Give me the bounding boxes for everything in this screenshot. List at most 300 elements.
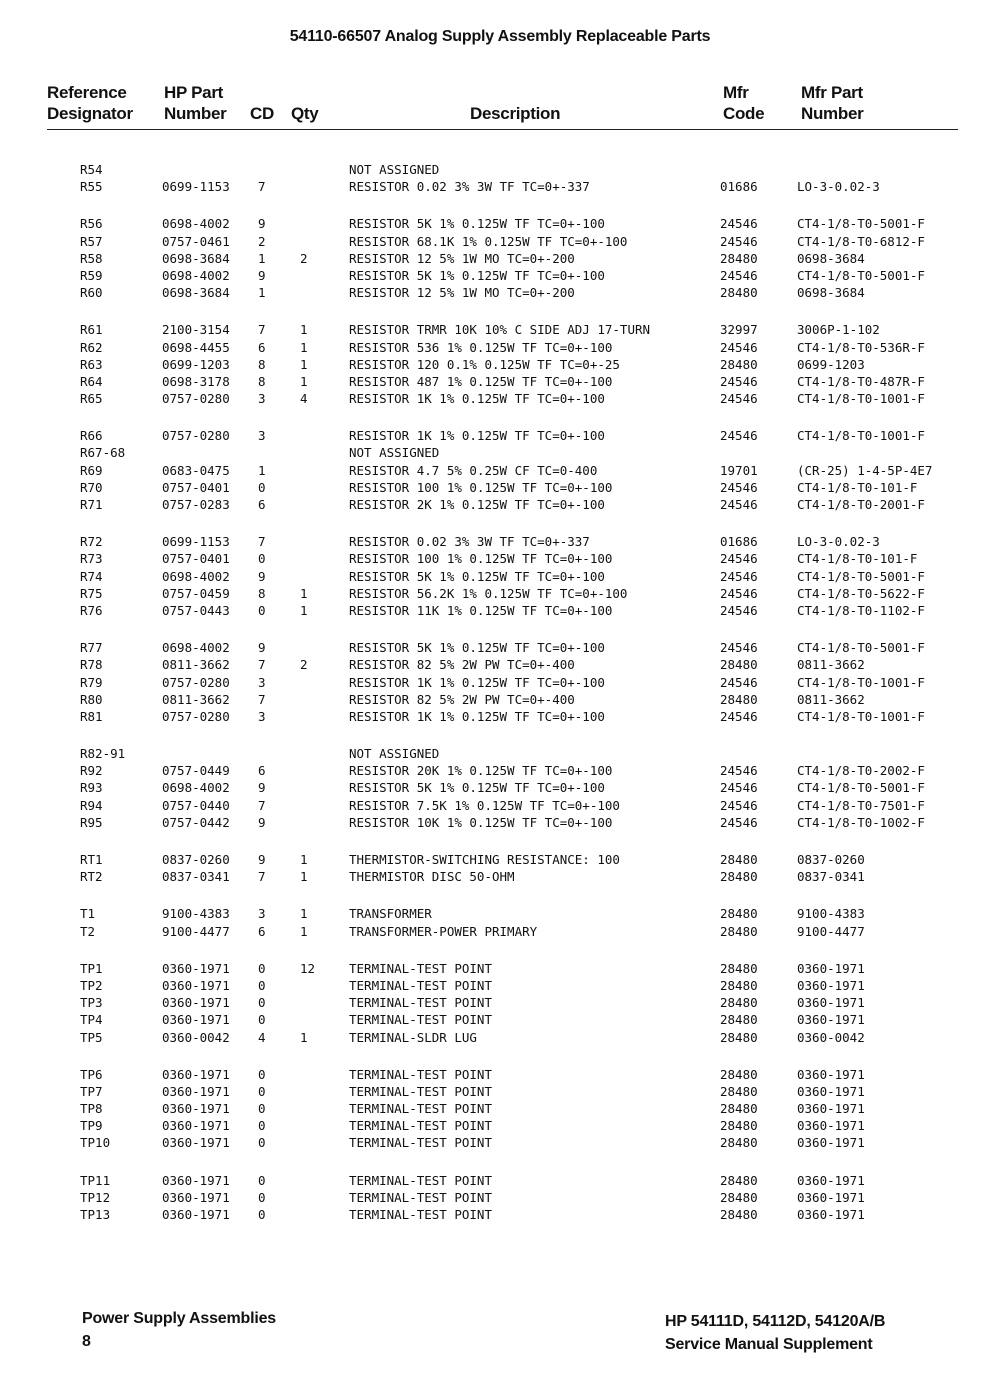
table-row <box>0 250 1000 267</box>
cell-mfr-part-number: 9100-4477 <box>797 923 865 939</box>
table-row <box>0 339 1000 356</box>
cell-hp-part-number: 0757-0442 <box>162 814 230 830</box>
table-row <box>0 960 1000 977</box>
cell-mfr-code: 28480 <box>720 977 758 993</box>
cell-mfr-code: 28480 <box>720 1172 758 1188</box>
header-reference-designator: Reference Designator <box>47 83 133 123</box>
cell-ref-designator: R78 <box>80 657 103 673</box>
cell-mfr-code: 24546 <box>720 551 758 567</box>
cell-mfr-part-number: CT4-1/8-T0-1102-F <box>797 602 925 618</box>
cell-ref-designator: R93 <box>80 780 103 796</box>
parts-group <box>0 427 1000 513</box>
cell-mfr-part-number: 0360-1971 <box>797 1083 865 1099</box>
cell-mfr-part-number: CT4-1/8-T0-1001-F <box>797 428 925 444</box>
cell-hp-part-number: 0757-0280 <box>162 708 230 724</box>
cell-ref-designator: R75 <box>80 585 103 601</box>
cell-check-digit: 8 <box>258 585 266 601</box>
cell-hp-part-number: 0698-4002 <box>162 267 230 283</box>
table-row <box>0 321 1000 338</box>
cell-hp-part-number: 0360-1971 <box>162 1172 230 1188</box>
cell-quantity: 1 <box>300 869 308 885</box>
cell-mfr-code: 24546 <box>720 391 758 407</box>
cell-description: NOT ASSIGNED <box>349 162 440 177</box>
cell-mfr-code: 24546 <box>720 568 758 584</box>
cell-hp-part-number: 0360-1971 <box>162 1083 230 1099</box>
table-row <box>0 550 1000 567</box>
cell-hp-part-number: 0360-1971 <box>162 995 230 1011</box>
cell-check-digit: 9 <box>258 568 266 584</box>
cell-mfr-code: 24546 <box>720 640 758 656</box>
cell-mfr-code: 28480 <box>720 869 758 885</box>
cell-quantity: 1 <box>300 322 308 338</box>
cell-ref-designator: TP9 <box>80 1118 103 1134</box>
cell-quantity: 12 <box>300 960 316 976</box>
cell-mfr-part-number: CT4-1/8-T0-5001-F <box>797 780 925 796</box>
cell-mfr-code: 28480 <box>720 906 758 922</box>
table-row <box>0 1100 1000 1117</box>
cell-ref-designator: TP5 <box>80 1029 103 1045</box>
header-qty: Qty <box>291 104 319 123</box>
table-row <box>0 1083 1000 1100</box>
cell-ref-designator: R62 <box>80 339 103 355</box>
cell-description: RESISTOR 12 5% 1W MO TC=0+-200 <box>349 250 575 266</box>
cell-quantity: 1 <box>300 852 308 867</box>
cell-ref-designator: R65 <box>80 391 103 407</box>
cell-check-digit: 7 <box>258 691 266 707</box>
table-row <box>0 708 1000 725</box>
cell-description: THERMISTOR-SWITCHING RESISTANCE: 100 <box>349 852 620 867</box>
cell-mfr-code: 28480 <box>720 1135 758 1151</box>
cell-check-digit: 3 <box>258 428 266 444</box>
cell-mfr-part-number: CT4-1/8-T0-536R-F <box>797 339 925 355</box>
cell-description: RESISTOR 487 1% 0.125W TF TC=0+-100 <box>349 373 613 389</box>
cell-description: NOT ASSIGNED <box>349 746 440 762</box>
cell-hp-part-number: 0360-1971 <box>162 1189 230 1205</box>
parts-group <box>0 215 1000 301</box>
table-row <box>0 1134 1000 1151</box>
cell-hp-part-number: 9100-4383 <box>162 906 230 922</box>
cell-mfr-code: 01686 <box>720 534 758 550</box>
table-row <box>0 691 1000 708</box>
table-row <box>0 851 1000 868</box>
cell-mfr-code: 28480 <box>720 852 758 867</box>
cell-mfr-part-number: 0811-3662 <box>797 691 865 707</box>
cell-description: RESISTOR 20K 1% 0.125W TF TC=0+-100 <box>349 763 613 779</box>
cell-hp-part-number: 0757-0461 <box>162 233 230 249</box>
cell-ref-designator: R60 <box>80 285 103 301</box>
cell-ref-designator: RT1 <box>80 852 103 867</box>
cell-mfr-part-number: CT4-1/8-T0-5001-F <box>797 640 925 656</box>
cell-check-digit: 0 <box>258 977 266 993</box>
cell-ref-designator: RT2 <box>80 869 103 885</box>
cell-mfr-code: 24546 <box>720 479 758 495</box>
cell-description: RESISTOR 1K 1% 0.125W TF TC=0+-100 <box>349 428 605 444</box>
cell-description: TRANSFORMER <box>349 906 432 922</box>
cell-description: RESISTOR TRMR 10K 10% C SIDE ADJ 17-TURN <box>349 322 651 338</box>
table-row <box>0 923 1000 940</box>
cell-check-digit: 0 <box>258 995 266 1011</box>
cell-description: TERMINAL-TEST POINT <box>349 1066 492 1082</box>
cell-description: TERMINAL-TEST POINT <box>349 1118 492 1134</box>
cell-mfr-part-number: CT4-1/8-T0-2001-F <box>797 497 925 512</box>
cell-ref-designator: R55 <box>80 179 103 195</box>
table-row <box>0 602 1000 619</box>
cell-check-digit: 1 <box>258 462 266 478</box>
cell-check-digit: 9 <box>258 267 266 283</box>
cell-description: RESISTOR 82 5% 2W PW TC=0+-400 <box>349 691 575 707</box>
cell-hp-part-number: 0698-3178 <box>162 373 230 389</box>
cell-ref-designator: R54 <box>80 162 103 177</box>
cell-mfr-code: 28480 <box>720 960 758 976</box>
parts-group <box>0 960 1000 1046</box>
cell-ref-designator: TP2 <box>80 977 103 993</box>
cell-ref-designator: R61 <box>80 322 103 338</box>
parts-group <box>0 533 1000 619</box>
cell-hp-part-number: 2100-3154 <box>162 322 230 338</box>
cell-hp-part-number: 0757-0401 <box>162 551 230 567</box>
cell-mfr-code: 24546 <box>720 814 758 830</box>
cell-mfr-part-number: 0837-0260 <box>797 852 865 867</box>
cell-mfr-part-number: 0360-1971 <box>797 1066 865 1082</box>
cell-check-digit: 3 <box>258 906 266 922</box>
cell-ref-designator: T1 <box>80 906 96 922</box>
cell-ref-designator: R80 <box>80 691 103 707</box>
header-mfr-code: Mfr Code <box>723 83 765 123</box>
cell-ref-designator: R66 <box>80 428 103 444</box>
cell-mfr-code: 28480 <box>720 285 758 301</box>
cell-mfr-code: 28480 <box>720 657 758 673</box>
cell-check-digit: 0 <box>258 479 266 495</box>
table-row <box>0 762 1000 779</box>
cell-hp-part-number: 0698-4002 <box>162 568 230 584</box>
cell-ref-designator: R59 <box>80 267 103 283</box>
table-row <box>0 779 1000 796</box>
cell-quantity: 1 <box>300 356 308 372</box>
parts-group <box>0 1172 1000 1224</box>
table-row <box>0 639 1000 656</box>
cell-mfr-part-number: CT4-1/8-T0-2002-F <box>797 763 925 779</box>
cell-mfr-part-number: CT4-1/8-T0-5001-F <box>797 568 925 584</box>
cell-mfr-code: 24546 <box>720 780 758 796</box>
cell-mfr-part-number: CT4-1/8-T0-5622-F <box>797 585 925 601</box>
cell-mfr-code: 28480 <box>720 1207 758 1222</box>
cell-mfr-code: 28480 <box>720 1101 758 1117</box>
cell-check-digit: 0 <box>258 1118 266 1134</box>
cell-mfr-code: 24546 <box>720 233 758 249</box>
cell-ref-designator: TP1 <box>80 960 103 976</box>
cell-mfr-part-number: 0698-3684 <box>797 250 865 266</box>
cell-check-digit: 2 <box>258 233 266 249</box>
cell-mfr-part-number: 0360-1971 <box>797 1172 865 1188</box>
cell-hp-part-number: 0757-0459 <box>162 585 230 601</box>
cell-hp-part-number: 0698-3684 <box>162 285 230 301</box>
cell-mfr-part-number: 0837-0341 <box>797 869 865 885</box>
cell-quantity: 1 <box>300 1029 308 1045</box>
cell-hp-part-number: 0360-1971 <box>162 960 230 976</box>
cell-check-digit: 8 <box>258 356 266 372</box>
cell-check-digit: 0 <box>258 1172 266 1188</box>
cell-quantity: 1 <box>300 602 308 618</box>
cell-mfr-part-number: 0360-1971 <box>797 1135 865 1151</box>
cell-description: RESISTOR 10K 1% 0.125W TF TC=0+-100 <box>349 814 613 830</box>
cell-mfr-part-number: CT4-1/8-T0-1001-F <box>797 708 925 724</box>
header-hp-part-number: HP Part Number <box>164 83 227 123</box>
cell-description: TERMINAL-TEST POINT <box>349 995 492 1011</box>
header-cd: CD <box>250 104 274 123</box>
cell-check-digit: 6 <box>258 923 266 939</box>
cell-hp-part-number: 0360-1971 <box>162 1101 230 1117</box>
cell-quantity: 1 <box>300 585 308 601</box>
header-mfr-part-number: Mfr Part Number <box>801 83 864 123</box>
parts-group <box>0 905 1000 939</box>
cell-quantity: 1 <box>300 923 308 939</box>
table-row <box>0 797 1000 814</box>
table-row <box>0 1029 1000 1046</box>
cell-description: NOT ASSIGNED <box>349 445 440 461</box>
cell-description: RESISTOR 100 1% 0.125W TF TC=0+-100 <box>349 479 613 495</box>
parts-group <box>0 1066 1000 1152</box>
cell-ref-designator: TP7 <box>80 1083 103 1099</box>
cell-mfr-part-number: CT4-1/8-T0-6812-F <box>797 233 925 249</box>
cell-hp-part-number: 0837-0341 <box>162 869 230 885</box>
cell-mfr-code: 28480 <box>720 923 758 939</box>
cell-description: TERMINAL-TEST POINT <box>349 960 492 976</box>
cell-description: RESISTOR 7.5K 1% 0.125W TF TC=0+-100 <box>349 797 620 813</box>
cell-hp-part-number: 0698-4002 <box>162 780 230 796</box>
cell-check-digit: 0 <box>258 1083 266 1099</box>
cell-ref-designator: R95 <box>80 814 103 830</box>
cell-mfr-part-number: 0360-1971 <box>797 1189 865 1205</box>
cell-description: RESISTOR 536 1% 0.125W TF TC=0+-100 <box>349 339 613 355</box>
cell-mfr-code: 24546 <box>720 585 758 601</box>
cell-ref-designator: R63 <box>80 356 103 372</box>
cell-description: RESISTOR 100 1% 0.125W TF TC=0+-100 <box>349 551 613 567</box>
parts-group <box>0 745 1000 831</box>
cell-ref-designator: R69 <box>80 462 103 478</box>
cell-description: TERMINAL-TEST POINT <box>349 977 492 993</box>
cell-ref-designator: R70 <box>80 479 103 495</box>
header-rule <box>47 129 958 130</box>
cell-hp-part-number: 0811-3662 <box>162 691 230 707</box>
cell-hp-part-number: 0811-3662 <box>162 657 230 673</box>
cell-quantity: 2 <box>300 250 308 266</box>
cell-ref-designator: TP10 <box>80 1135 111 1151</box>
cell-mfr-code: 24546 <box>720 267 758 283</box>
cell-ref-designator: R74 <box>80 568 103 584</box>
table-row <box>0 178 1000 195</box>
cell-ref-designator: R76 <box>80 602 103 618</box>
cell-check-digit: 8 <box>258 373 266 389</box>
cell-ref-designator: R94 <box>80 797 103 813</box>
cell-description: TERMINAL-TEST POINT <box>349 1101 492 1117</box>
cell-hp-part-number: 0360-1971 <box>162 1118 230 1134</box>
table-row <box>0 373 1000 390</box>
cell-description: RESISTOR 5K 1% 0.125W TF TC=0+-100 <box>349 640 605 656</box>
cell-description: TERMINAL-TEST POINT <box>349 1172 492 1188</box>
cell-check-digit: 6 <box>258 497 266 512</box>
cell-mfr-part-number: 0360-1971 <box>797 1101 865 1117</box>
cell-mfr-part-number: CT4-1/8-T0-101-F <box>797 479 918 495</box>
cell-hp-part-number: 0757-0440 <box>162 797 230 813</box>
cell-description: RESISTOR 68.1K 1% 0.125W TF TC=0+-100 <box>349 233 628 249</box>
cell-ref-designator: R79 <box>80 674 103 690</box>
cell-hp-part-number: 0698-3684 <box>162 250 230 266</box>
cell-mfr-part-number: 0360-1971 <box>797 1012 865 1028</box>
cell-hp-part-number: 9100-4477 <box>162 923 230 939</box>
cell-hp-part-number: 0757-0283 <box>162 497 230 512</box>
table-row <box>0 868 1000 885</box>
cell-mfr-code: 28480 <box>720 1029 758 1045</box>
cell-mfr-code: 24546 <box>720 216 758 232</box>
cell-quantity: 1 <box>300 373 308 389</box>
cell-mfr-code: 28480 <box>720 691 758 707</box>
cell-check-digit: 9 <box>258 640 266 656</box>
table-row <box>0 427 1000 444</box>
cell-description: RESISTOR 1K 1% 0.125W TF TC=0+-100 <box>349 708 605 724</box>
cell-description: RESISTOR 82 5% 2W PW TC=0+-400 <box>349 657 575 673</box>
cell-hp-part-number: 0360-1971 <box>162 977 230 993</box>
table-row <box>0 267 1000 284</box>
table-row <box>0 215 1000 232</box>
cell-mfr-part-number: CT4-1/8-T0-1001-F <box>797 391 925 407</box>
table-row <box>0 496 1000 513</box>
table-row <box>0 994 1000 1011</box>
table-row <box>0 479 1000 496</box>
cell-quantity: 2 <box>300 657 308 673</box>
page-title: 54110-66507 Analog Supply Assembly Replaceable Parts <box>289 28 711 45</box>
cell-hp-part-number: 0360-1971 <box>162 1012 230 1028</box>
cell-check-digit: 0 <box>258 602 266 618</box>
parts-group <box>0 851 1000 885</box>
cell-mfr-part-number: LO-3-0.02-3 <box>797 179 880 195</box>
cell-ref-designator: R92 <box>80 763 103 779</box>
cell-description: RESISTOR 56.2K 1% 0.125W TF TC=0+-100 <box>349 585 628 601</box>
table-row <box>0 462 1000 479</box>
cell-check-digit: 0 <box>258 1012 266 1028</box>
cell-check-digit: 0 <box>258 551 266 567</box>
cell-mfr-part-number: CT4-1/8-T0-5001-F <box>797 267 925 283</box>
cell-ref-designator: R81 <box>80 708 103 724</box>
cell-description: RESISTOR 1K 1% 0.125W TF TC=0+-100 <box>349 674 605 690</box>
cell-description: TERMINAL-TEST POINT <box>349 1207 492 1222</box>
cell-mfr-code: 24546 <box>720 497 758 512</box>
table-row <box>0 444 1000 461</box>
cell-mfr-part-number: CT4-1/8-T0-7501-F <box>797 797 925 813</box>
cell-mfr-code: 24546 <box>720 339 758 355</box>
cell-description: RESISTOR 5K 1% 0.125W TF TC=0+-100 <box>349 267 605 283</box>
cell-description: RESISTOR 5K 1% 0.125W TF TC=0+-100 <box>349 780 605 796</box>
cell-mfr-part-number: 0811-3662 <box>797 657 865 673</box>
cell-quantity: 1 <box>300 906 308 922</box>
cell-description: RESISTOR 11K 1% 0.125W TF TC=0+-100 <box>349 602 613 618</box>
cell-check-digit: 4 <box>258 1029 266 1045</box>
cell-mfr-code: 28480 <box>720 356 758 372</box>
cell-check-digit: 0 <box>258 960 266 976</box>
cell-check-digit: 3 <box>258 708 266 724</box>
cell-mfr-part-number: 0360-1971 <box>797 1118 865 1134</box>
table-row <box>0 161 1000 178</box>
table-row <box>0 390 1000 407</box>
cell-mfr-code: 24546 <box>720 763 758 779</box>
cell-mfr-part-number: CT4-1/8-T0-1001-F <box>797 674 925 690</box>
cell-mfr-part-number: 3006P-1-102 <box>797 322 880 338</box>
cell-description: RESISTOR 1K 1% 0.125W TF TC=0+-100 <box>349 391 605 407</box>
cell-description: TERMINAL-TEST POINT <box>349 1135 492 1151</box>
cell-mfr-code: 24546 <box>720 708 758 724</box>
cell-ref-designator: R67-68 <box>80 445 126 461</box>
cell-check-digit: 3 <box>258 674 266 690</box>
cell-check-digit: 0 <box>258 1101 266 1117</box>
cell-hp-part-number: 0683-0475 <box>162 462 230 478</box>
cell-mfr-code: 28480 <box>720 995 758 1011</box>
cell-check-digit: 1 <box>258 250 266 266</box>
table-row <box>0 977 1000 994</box>
footer-section: Power Supply Assemblies 8 <box>82 1310 276 1350</box>
parts-group <box>0 639 1000 725</box>
cell-mfr-code: 19701 <box>720 462 758 478</box>
cell-description: TERMINAL-TEST POINT <box>349 1083 492 1099</box>
cell-description: RESISTOR 5K 1% 0.125W TF TC=0+-100 <box>349 216 605 232</box>
cell-ref-designator: R73 <box>80 551 103 567</box>
cell-ref-designator: R58 <box>80 250 103 266</box>
cell-ref-designator: TP3 <box>80 995 103 1011</box>
table-row <box>0 284 1000 301</box>
table-row <box>0 656 1000 673</box>
cell-mfr-code: 28480 <box>720 1118 758 1134</box>
cell-check-digit: 9 <box>258 852 266 867</box>
table-row <box>0 233 1000 250</box>
cell-check-digit: 0 <box>258 1135 266 1151</box>
cell-check-digit: 6 <box>258 339 266 355</box>
cell-mfr-part-number: CT4-1/8-T0-487R-F <box>797 373 925 389</box>
table-row <box>0 674 1000 691</box>
footer-manual-title: HP 54111D, 54112D, 54120A/B Service Manual Supplement <box>665 1313 886 1353</box>
cell-mfr-part-number: 0360-0042 <box>797 1029 865 1045</box>
cell-ref-designator: R56 <box>80 216 103 232</box>
cell-mfr-part-number: LO-3-0.02-3 <box>797 534 880 550</box>
cell-hp-part-number: 0757-0280 <box>162 428 230 444</box>
cell-mfr-part-number: 0698-3684 <box>797 285 865 301</box>
cell-mfr-part-number: CT4-1/8-T0-1002-F <box>797 814 925 830</box>
cell-ref-designator: R82-91 <box>80 746 126 762</box>
table-row <box>0 1206 1000 1223</box>
cell-mfr-code: 24546 <box>720 602 758 618</box>
cell-hp-part-number: 0699-1153 <box>162 534 230 550</box>
table-row <box>0 1011 1000 1028</box>
cell-description: RESISTOR 5K 1% 0.125W TF TC=0+-100 <box>349 568 605 584</box>
cell-description: THERMISTOR DISC 50-OHM <box>349 869 515 885</box>
cell-ref-designator: R57 <box>80 233 103 249</box>
table-row <box>0 1117 1000 1134</box>
cell-hp-part-number: 0360-1971 <box>162 1207 230 1222</box>
cell-description: RESISTOR 0.02 3% 3W TF TC=0+-337 <box>349 179 590 195</box>
cell-hp-part-number: 0757-0280 <box>162 674 230 690</box>
cell-hp-part-number: 0698-4002 <box>162 640 230 656</box>
cell-check-digit: 6 <box>258 763 266 779</box>
cell-mfr-code: 28480 <box>720 1066 758 1082</box>
cell-ref-designator: T2 <box>80 923 96 939</box>
table-row <box>0 585 1000 602</box>
cell-mfr-code: 24546 <box>720 797 758 813</box>
cell-mfr-part-number: 0360-1971 <box>797 1207 865 1222</box>
cell-check-digit: 0 <box>258 1066 266 1082</box>
header-description: Description <box>470 104 561 123</box>
cell-mfr-part-number: CT4-1/8-T0-101-F <box>797 551 918 567</box>
cell-description: TERMINAL-SLDR LUG <box>349 1029 477 1045</box>
cell-mfr-part-number: CT4-1/8-T0-5001-F <box>797 216 925 232</box>
cell-mfr-part-number: 9100-4383 <box>797 906 865 922</box>
cell-ref-designator: TP11 <box>80 1172 111 1188</box>
